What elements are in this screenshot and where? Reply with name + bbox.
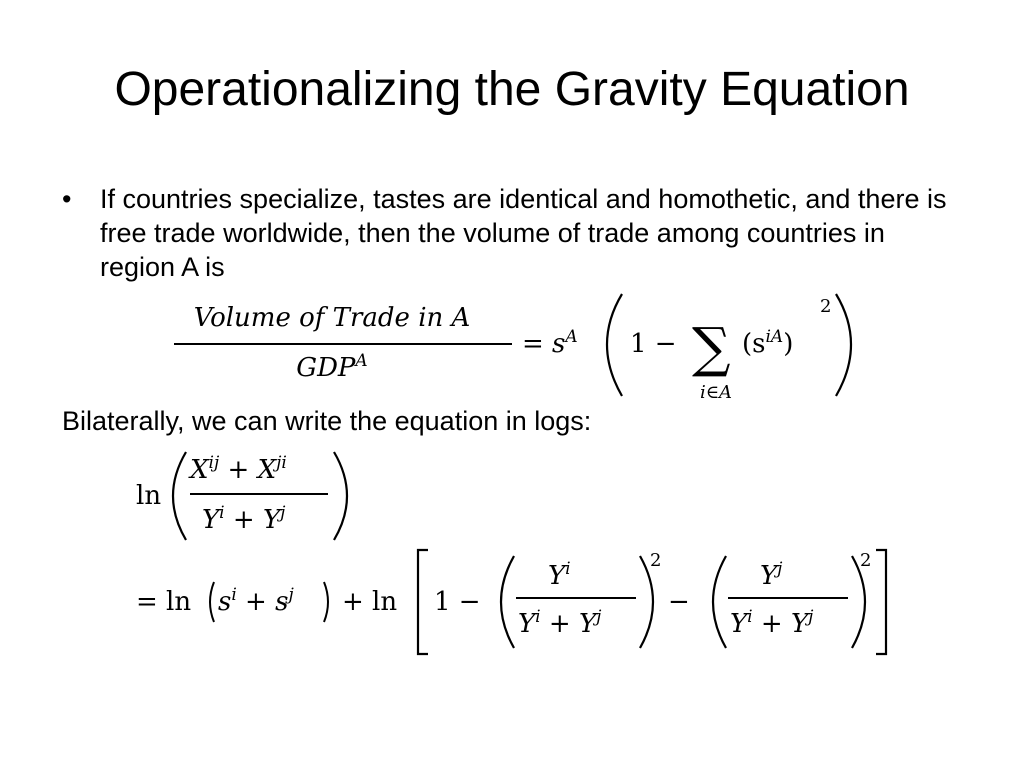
- svg-text:Yj: $Y^j$: [760, 559, 783, 591]
- bullet-marker: •: [62, 184, 72, 214]
- eq2-right-paren: [334, 452, 347, 540]
- svg-text:Xij + Xji: $X^{ij} + X^{ji}$: [190, 453, 287, 485]
- equation-log-ratio: [130, 446, 370, 544]
- eq1-term: (s: [742, 329, 766, 359]
- eq1-term-sup: iA: [765, 327, 784, 347]
- eq1-sum-symbol: ∑: [692, 316, 731, 379]
- bullet-item: [62, 182, 967, 284]
- eq1-equals: =: [522, 329, 544, 359]
- eq3-power-2: 2: [860, 550, 872, 571]
- svg-text:= ln: = ln: [136, 587, 192, 617]
- eq1-denominator-sup: A: [355, 351, 368, 371]
- svg-text:Yi + Yj: $Y^i + Y^j$: [730, 607, 814, 639]
- bullet-text: If countries specialize, tastes are identical and homothetic, and there is free trade worldwide, then the volume of trade among countries in region A is: [100, 184, 947, 282]
- equation-log-expansion: [130, 546, 900, 658]
- eq1-one-minus: 1 −: [630, 329, 677, 359]
- eq1-right-paren: [836, 294, 851, 396]
- eq1-left-paren: [607, 294, 622, 396]
- svg-text:+ ln: + ln: [342, 587, 398, 617]
- eq1-term-close: ): [783, 329, 794, 359]
- slide-title: Operationalizing the Gravity Equation: [114, 63, 910, 116]
- eq3-left-bracket: [418, 550, 428, 654]
- eq3-power-1: 2: [650, 550, 662, 571]
- eq1-sum-subscript: i∈A: [699, 382, 733, 403]
- svg-text:GDPA: [296, 351, 367, 383]
- eq1-s: s: [552, 329, 566, 359]
- bilateral-text: Bilaterally, we can write the equation in logs:: [62, 406, 592, 436]
- eq1-denominator: GDP: [296, 353, 356, 383]
- equation-volume-of-trade: [160, 288, 880, 406]
- svg-text:sA: [552, 327, 578, 359]
- svg-text:Yi + Yj: $Y^i + Y^j$: [518, 607, 602, 639]
- eq1-power: 2: [820, 296, 832, 317]
- eq2-left-paren: [173, 452, 186, 540]
- svg-text:si + sj: $s^i + s^j$: [218, 585, 294, 617]
- svg-text:Yi: $Y^i$: [548, 559, 571, 591]
- svg-text:(siA): [742, 327, 793, 359]
- eq1-numerator: Volume of Trade in A: [193, 303, 471, 333]
- svg-text:Yi + Yj: $Y^i + Y^j$: [202, 503, 286, 535]
- eq1-s-sup: A: [565, 327, 578, 347]
- eq3-one-minus: 1 −: [434, 587, 481, 617]
- eq3-right-bracket: [876, 550, 886, 654]
- eq2-ln: ln: [136, 481, 162, 511]
- eq3-minus: −: [668, 587, 690, 617]
